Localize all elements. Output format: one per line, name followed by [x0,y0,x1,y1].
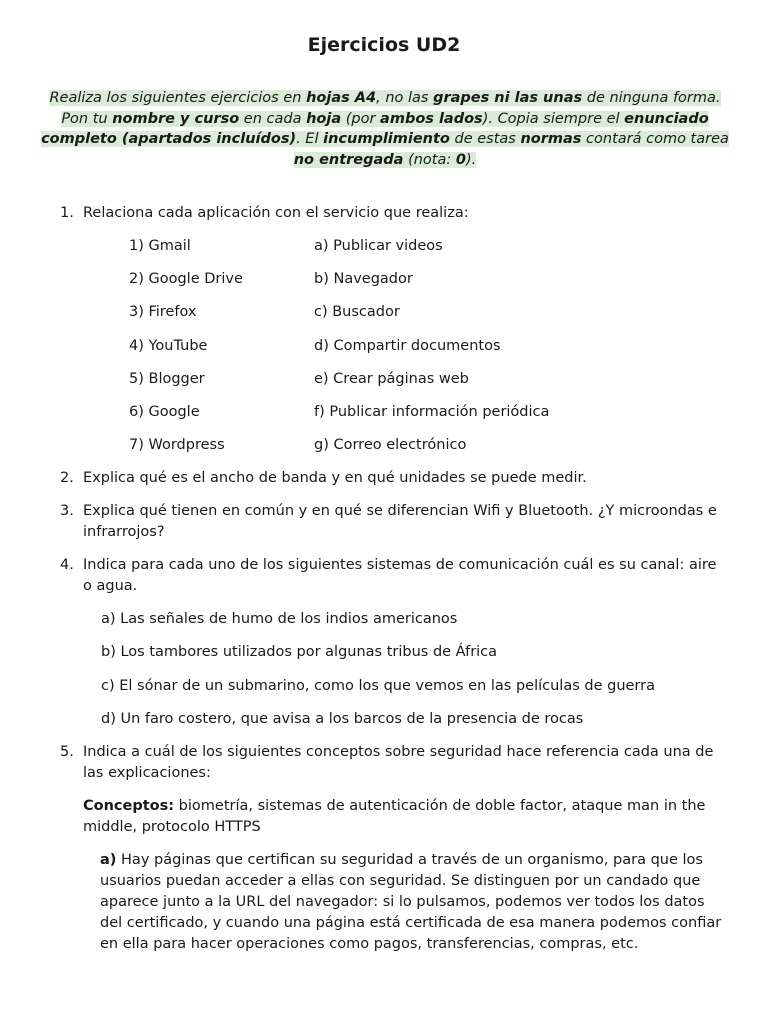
intro-bold: enunciado completo (apartados incluídos) [41,110,709,148]
sub-item: d) Un faro costero, que avisa a los barcos de la presencia de rocas [101,711,584,727]
sub-item: b) Los tambores utilizados por algunas tribus de África [101,644,498,660]
intro-text: ). Copia siempre el [482,110,625,127]
question-text: Indica para cada uno de los siguientes sistemas de comunicación cuál es su canal: aire o agua. [83,557,717,594]
intro-text: de estas [449,131,521,148]
question-text: Explica qué tienen en común y en qué se diferencian Wifi y Bluetooth. ¿Y microondas e infrarrojos? [83,503,717,540]
service-item: g) Correo electrónico [314,437,467,453]
question-number: 1. [60,205,74,221]
concepts-text: biometría, sistemas de autenticación de doble factor, ataque man in the middle, protocolo HTTPS [83,798,706,835]
intro-bold: normas [520,131,582,148]
intro-bold: ambos lados [380,110,483,127]
service-item: d) Compartir documentos [314,338,501,354]
question-number: 3. [60,503,74,519]
app-item: 7) Wordpress [129,437,225,453]
intro-text: en cada [239,110,307,127]
service-item: e) Crear páginas web [314,371,469,387]
question-text: Explica qué es el ancho de banda y en qué unidades se puede medir. [83,470,587,486]
instructions-highlight [41,90,729,168]
app-item: 4) YouTube [129,338,208,354]
concepts-paragraph [83,796,733,838]
explanation-text: Hay páginas que certifican su seguridad a través de un organismo, para que los usuarios puedan acceder a ellas con seguridad. Se distinguen por un candado que aparece junto a la URL del navegador: si lo pulsamos, podemos ver todos los datos del certificado, y cuando una página está certificada de esa manera podemos confiar en ella para hacer operaciones como pagos, transferencias, compras, etc. [100,852,722,952]
question-text: Indica a cuál de los siguientes conceptos sobre seguridad hace referencia cada una de las explicaciones: [83,744,714,781]
explanation-a [100,850,730,955]
app-item: 2) Google Drive [129,271,243,287]
intro-bold: nombre y curso [112,110,240,127]
app-item: 3) Firefox [129,304,197,320]
instructions-paragraph [40,88,730,170]
explanation-label: a) [100,852,117,868]
intro-text: de ninguna forma. Pon tu [61,90,721,127]
intro-text: (nota: [403,151,456,168]
question-number: 5. [60,744,74,760]
intro-text: ). [465,151,477,168]
question-number: 2. [60,470,74,486]
intro-bold: no entregada [293,151,404,168]
intro-bold: incumplimiento [323,131,450,148]
intro-text: , no las [376,90,434,106]
intro-bold: 0 [455,151,466,168]
intro-bold: hojas A4 [306,90,377,106]
question-number: 4. [60,557,74,573]
page-title: Ejercicios UD2 [307,34,461,56]
intro-bold: grapes ni las unas [433,90,583,106]
app-item: 5) Blogger [129,371,205,387]
service-item: c) Buscador [314,304,400,320]
service-item: a) Publicar videos [314,238,443,254]
intro-text: Realiza los siguientes ejercicios en [49,90,307,106]
question-text: Relaciona cada aplicación con el servicio que realiza: [83,205,469,221]
intro-text: contará como tarea [581,131,729,148]
app-item: 6) Google [129,404,200,420]
intro-bold: hoja [306,110,342,127]
concepts-label: Conceptos: [83,798,175,814]
intro-text: (por [341,110,381,127]
app-item: 1) Gmail [129,238,191,254]
service-item: f) Publicar información periódica [314,404,550,420]
sub-item: c) El sónar de un submarino, como los que vemos en las películas de guerra [101,678,655,694]
sub-item: a) Las señales de humo de los indios americanos [101,611,458,627]
service-item: b) Navegador [314,271,413,287]
intro-text: . El [296,131,324,148]
